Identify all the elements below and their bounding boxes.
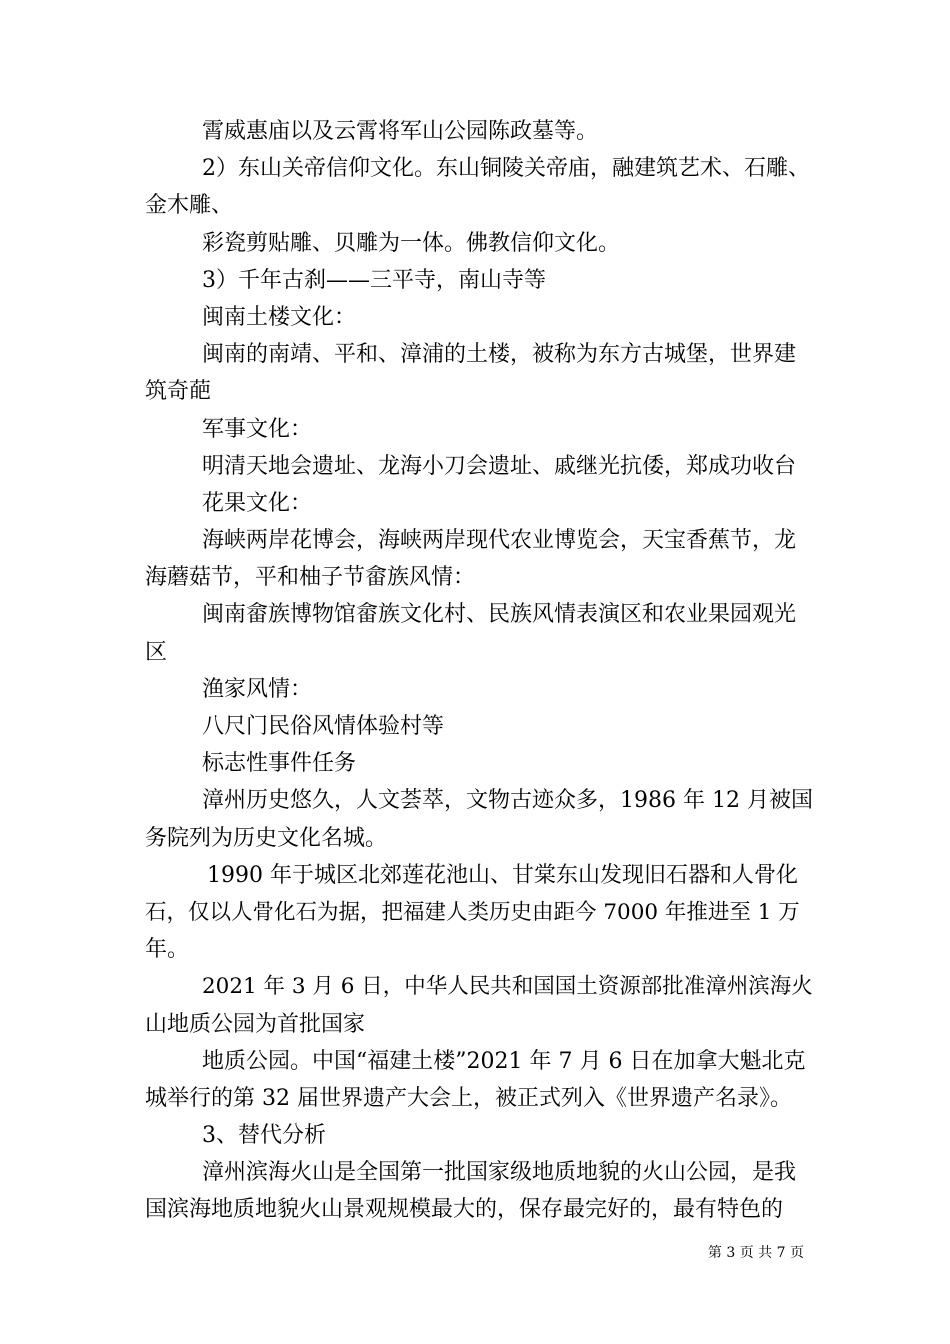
text-line: 明清天地会遗址、龙海小刀会遗址、戚继光抗倭，郑成功收台: [202, 453, 797, 479]
text-line: 海峡两岸花博会，海峡两岸现代农业博览会，天宝香蕉节，龙: [202, 528, 797, 554]
text-line: 1990 年于城区北郊莲花池山、甘棠东山发现旧石器和人骨化: [207, 862, 798, 888]
text-line: 国滨海地质地貌火山景观规模最大的，保存最完好的，最有特色的: [145, 1197, 784, 1223]
text-line: 八尺门民俗风情体验村等: [202, 714, 445, 739]
text-line: 区: [145, 639, 168, 665]
text-line: 3）千年古刹——三平寺，南山寺等: [202, 267, 546, 293]
text-line: 地质公园。中国“福建土楼”2021 年 7 月 6 日在加拿大魁北克: [202, 1048, 806, 1074]
body-text: [145, 113, 813, 1229]
text-line: 闽南土楼文化：: [202, 304, 357, 330]
text-line: 漳州历史悠久，人文荟萃，文物古迹众多，1986 年 12 月被国: [202, 788, 813, 814]
text-line: 渔家风情：: [202, 676, 313, 702]
text-line: 山地质公园为首批国家: [145, 1011, 366, 1037]
text-line: 漳州滨海火山是全国第一批国家级地质地貌的火山公园，是我: [202, 1160, 797, 1186]
text-line: 彩瓷剪贴雕、贝雕为一体。佛教信仰文化。: [202, 230, 621, 256]
text-line: 闽南的南靖、平和、漳浦的土楼，被称为东方古城堡，世界建: [202, 342, 797, 368]
text-line: 2）东山关帝信仰文化。东山铜陵关帝庙，融建筑艺术、石雕、: [202, 156, 810, 182]
text-line: 标志性事件任务: [202, 751, 357, 777]
text-line: 闽南畲族博物馆畲族文化村、民族风情表演区和农业果园观光: [202, 602, 797, 628]
text-line: 3、替代分析: [202, 1123, 326, 1149]
text-line: 筑奇葩: [145, 379, 212, 405]
text-line: 城举行的第 32 届世界遗产大会上，被正式列入《世界遗产名录》。: [145, 1085, 792, 1111]
text-line: 年。: [145, 937, 190, 963]
text-line: 霄威惠庙以及云霄将军山公园陈政墓等。: [202, 119, 599, 144]
text-line: 2021 年 3 月 6 日，中华人民共和国国土资源部批准漳州滨海火: [202, 974, 813, 1000]
text-line: 军事文化：: [202, 416, 313, 442]
text-line: 务院列为历史文化名城。: [145, 825, 388, 851]
text-line: 石，仅以人骨化石为据，把福建人类历史由距今 7000 年推进至 1 万: [145, 899, 800, 925]
text-line: 花果文化：: [202, 490, 313, 516]
text-line: 海蘑菇节，平和柚子节畲族风情：: [145, 565, 476, 591]
text-line: 金木雕、: [145, 193, 234, 219]
page-number-footer: 第 3 页 共 7 页: [707, 1245, 804, 1261]
